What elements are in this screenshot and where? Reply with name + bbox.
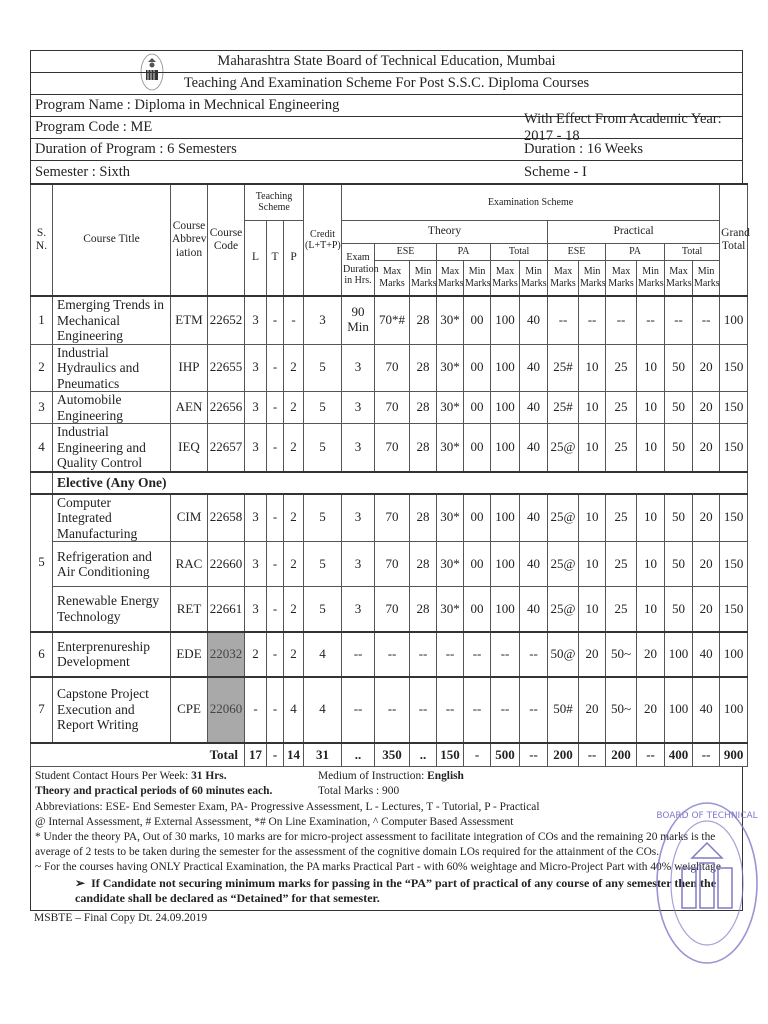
cell-l: 3	[245, 296, 267, 344]
cell-code: 22656	[208, 392, 245, 424]
header-title: Course Title	[53, 184, 171, 296]
total-th-pa-min: -	[464, 743, 491, 767]
cell-pr-pa-max: --	[606, 296, 637, 344]
medium-value: English	[427, 770, 464, 783]
cell-th-pa-min: --	[464, 677, 491, 743]
periods-note: Theory and practical periods of 60 minutes each.	[35, 785, 273, 798]
cell-code: 22657	[208, 424, 245, 472]
cell-th-total-min: 40	[520, 542, 548, 587]
cell-t: -	[267, 424, 284, 472]
header-exam-scheme: Examination Scheme	[342, 184, 720, 220]
cell-p: 2	[284, 424, 304, 472]
cell-th-total-max: 100	[491, 296, 520, 344]
cell-pr-pa-max: 50~	[606, 677, 637, 743]
table-row	[31, 587, 748, 632]
cell-credit: 5	[304, 424, 342, 472]
total-label: Total	[31, 743, 245, 767]
cell-pr-ese-min: --	[579, 296, 606, 344]
cell-p: 2	[284, 494, 304, 542]
pa-note: * Under the theory PA, Out of 30 marks, 10 marks are for micro-project assessment to facilitate integration of COs and the remaining 20 marks is the average of 2 tests to be taken during the semester for the assessment of the cognitive domain LOs required for the attainment of the COs.	[35, 831, 716, 859]
cell-pr-pa-min: 10	[637, 587, 665, 632]
detained-note-text: If Candidate not securing minimum marks for passing in the “PA” part of practical of any course of any semester then the candidate shall be declared as “Detained” for that semester.	[75, 875, 717, 905]
cell-duration: 3	[342, 587, 375, 632]
header-p: P	[284, 220, 304, 296]
cell-pr-pa-min: --	[637, 296, 665, 344]
header-min: Min Marks	[464, 260, 491, 296]
cell-th-total-min: 40	[520, 494, 548, 542]
cell-credit: 5	[304, 392, 342, 424]
header-max: Max Marks	[606, 260, 637, 296]
total-p: 14	[284, 743, 304, 767]
notes-section	[30, 767, 743, 911]
cell-th-pa-min: 00	[464, 392, 491, 424]
table-row	[31, 344, 748, 392]
cell-th-total-max: 100	[491, 392, 520, 424]
cell-sn: 5	[31, 494, 53, 632]
header-abbr: Course Abbrev iation	[171, 184, 208, 296]
cell-th-total-min: 40	[520, 392, 548, 424]
scheme-table	[30, 183, 748, 767]
cell-grand-total: 150	[720, 344, 748, 392]
cell-th-pa-min: 00	[464, 542, 491, 587]
cell-pr-ese-max: 50#	[548, 677, 579, 743]
total-th-total-max: 500	[491, 743, 520, 767]
cell-th-pa-max: 30*	[437, 587, 464, 632]
cell-pr-ese-min: 10	[579, 424, 606, 472]
cell-pr-total-min: 40	[693, 632, 720, 677]
cell-pr-total-max: 50	[665, 494, 693, 542]
cell-pr-pa-min: 10	[637, 424, 665, 472]
cell-abbr: EDE	[171, 632, 208, 677]
header-credit: Credit (L+T+P)	[304, 184, 342, 296]
contact-hours-label: Student Contact Hours Per Week:	[35, 770, 192, 783]
total-th-total-min: --	[520, 743, 548, 767]
cell-duration: 3	[342, 392, 375, 424]
cell-th-pa-max: 30*	[437, 344, 464, 392]
cell-t: -	[267, 494, 284, 542]
cell-sn: 7	[31, 677, 53, 743]
cell-th-pa-min: 00	[464, 494, 491, 542]
table-row	[31, 296, 748, 344]
total-grand: 900	[720, 743, 748, 767]
cell-grand-total: 150	[720, 494, 748, 542]
cell-abbr: RAC	[171, 542, 208, 587]
cell-title: Computer Integrated Manufacturing	[53, 494, 171, 542]
cell-pr-ese-max: 25#	[548, 344, 579, 392]
header-code: Course Code	[208, 184, 245, 296]
header-exam-duration: Exam Duration in Hrs.	[342, 243, 375, 296]
cell-duration: 3	[342, 424, 375, 472]
practical-note: ~ For the courses having ONLY Practical Examination, the PA marks Practical Part - with 60% weightage and Micro-Project Part with 40% weightage	[35, 861, 721, 874]
cell-th-pa-max: 30*	[437, 494, 464, 542]
header-max: Max Marks	[491, 260, 520, 296]
cell-pr-total-min: 20	[693, 542, 720, 587]
total-pr-pa-min: --	[637, 743, 665, 767]
cell-pr-pa-min: 10	[637, 542, 665, 587]
cell-title: Refrigeration and Air Conditioning	[53, 542, 171, 587]
cell-pr-ese-max: 50@	[548, 632, 579, 677]
cell-abbr: ETM	[171, 296, 208, 344]
cell-pr-ese-max: 25#	[548, 392, 579, 424]
program-code: Program Code : ME	[35, 119, 153, 135]
header-min: Min Marks	[693, 260, 720, 296]
cell-pr-pa-min: 20	[637, 632, 665, 677]
header-grand-total: Grand Total	[720, 184, 748, 296]
cell-title: Enterprenureship Development	[53, 632, 171, 677]
cell-p: 2	[284, 392, 304, 424]
cell-duration: 3	[342, 344, 375, 392]
cell-th-total-min: --	[520, 677, 548, 743]
cell-pr-ese-max: 25@	[548, 542, 579, 587]
program-name: Program Name : Diploma in Mechnical Engineering	[35, 97, 340, 113]
header-pr-total: Total	[665, 243, 720, 260]
cell-th-ese-min: --	[410, 632, 437, 677]
cell-pr-total-max: 50	[665, 392, 693, 424]
cell-title: Industrial Hydraulics and Pneumatics	[53, 344, 171, 392]
cell-abbr: IEQ	[171, 424, 208, 472]
total-pr-pa-max: 200	[606, 743, 637, 767]
document-header	[30, 50, 743, 183]
cell-th-total-max: 100	[491, 424, 520, 472]
cell-th-total-min: 40	[520, 587, 548, 632]
cell-duration: --	[342, 632, 375, 677]
cell-l: 3	[245, 494, 267, 542]
cell-th-pa-max: 30*	[437, 392, 464, 424]
cell-sn: 6	[31, 632, 53, 677]
cell-th-ese-max: 70	[375, 587, 410, 632]
total-marks: Total Marks : 900	[318, 785, 400, 798]
header-min: Min Marks	[520, 260, 548, 296]
semester-row	[31, 161, 742, 183]
header-teaching: Teaching Scheme	[245, 184, 304, 220]
abbreviations-note: Abbreviations: ESE- End Semester Exam, PA- Progressive Assessment, L - Lectures, T - Tutorial, P - Practical	[35, 800, 540, 813]
cell-th-ese-min: --	[410, 677, 437, 743]
cell-th-total-min: 40	[520, 424, 548, 472]
header-min: Min Marks	[637, 260, 665, 296]
cell-t: -	[267, 542, 284, 587]
cell-pr-ese-min: 10	[579, 344, 606, 392]
header-max: Max Marks	[375, 260, 410, 296]
cell-pr-pa-max: 25	[606, 392, 637, 424]
cell-abbr: CIM	[171, 494, 208, 542]
symbols-note: @ Internal Assessment, # External Assessment, *# On Line Examination, ^ Computer Based Assessment	[35, 815, 514, 828]
detained-note	[35, 876, 738, 906]
cell-pr-ese-max: 25@	[548, 587, 579, 632]
cell-pr-total-max: 50	[665, 542, 693, 587]
cell-pr-total-min: 20	[693, 494, 720, 542]
cell-t: -	[267, 677, 284, 743]
total-row	[31, 743, 748, 767]
header-sn: S. N.	[31, 184, 53, 296]
cell-th-ese-min: 28	[410, 392, 437, 424]
cell-th-total-min: 40	[520, 344, 548, 392]
cell-pr-total-max: 100	[665, 632, 693, 677]
cell-th-total-max: --	[491, 632, 520, 677]
official-seal-stamp-icon	[652, 798, 762, 968]
contact-row	[35, 769, 738, 784]
total-th-pa-max: 150	[437, 743, 464, 767]
cell-th-ese-max: 70*#	[375, 296, 410, 344]
cell-pr-ese-min: 10	[579, 587, 606, 632]
cell-pr-pa-min: 10	[637, 494, 665, 542]
elective-label: Elective (Any One)	[53, 472, 748, 494]
cell-credit: 5	[304, 494, 342, 542]
cell-credit: 5	[304, 542, 342, 587]
table-row	[31, 424, 748, 472]
cell-sn: 3	[31, 392, 53, 424]
cell-grand-total: 100	[720, 677, 748, 743]
cell-l: 3	[245, 344, 267, 392]
cell-code: 22661	[208, 587, 245, 632]
cell-pr-ese-min: 20	[579, 677, 606, 743]
cell-th-total-min: 40	[520, 296, 548, 344]
cell-pr-total-min: --	[693, 296, 720, 344]
semester: Semester : Sixth	[35, 163, 131, 180]
cell-pr-ese-max: 25@	[548, 494, 579, 542]
cell-pr-ese-min: 10	[579, 542, 606, 587]
cell-th-ese-min: 28	[410, 296, 437, 344]
total-th-ese-max: 350	[375, 743, 410, 767]
total-credit: 31	[304, 743, 342, 767]
cell-abbr: AEN	[171, 392, 208, 424]
cell-th-total-max: --	[491, 677, 520, 743]
cell-credit: 3	[304, 296, 342, 344]
cell-grand-total: 150	[720, 587, 748, 632]
header-min: Min Marks	[579, 260, 606, 296]
cell-th-pa-min: 00	[464, 424, 491, 472]
total-pr-ese-min: --	[579, 743, 606, 767]
header-min: Min Marks	[410, 260, 437, 296]
cell-abbr: RET	[171, 587, 208, 632]
cell-pr-pa-max: 25	[606, 494, 637, 542]
cell-grand-total: 100	[720, 632, 748, 677]
cell-pr-pa-max: 50~	[606, 632, 637, 677]
cell-pr-total-max: 50	[665, 344, 693, 392]
cell-duration: 90 Min	[342, 296, 375, 344]
cell-th-pa-max: 30*	[437, 424, 464, 472]
cell-th-ese-min: 28	[410, 542, 437, 587]
cell-abbr: IHP	[171, 344, 208, 392]
cell-th-ese-max: 70	[375, 344, 410, 392]
cell-pr-pa-max: 25	[606, 424, 637, 472]
header-l: L	[245, 220, 267, 296]
cell-code: 22652	[208, 296, 245, 344]
cell-pr-total-min: 20	[693, 344, 720, 392]
cell-th-total-max: 100	[491, 587, 520, 632]
cell-th-ese-min: 28	[410, 587, 437, 632]
duration-row	[31, 139, 742, 161]
program-code-row	[31, 110, 742, 144]
cell-code: 22032	[208, 632, 245, 677]
cell-t: -	[267, 344, 284, 392]
cell-th-pa-min: --	[464, 632, 491, 677]
cell-l: 3	[245, 587, 267, 632]
medium-label: Medium of Instruction:	[318, 770, 428, 783]
cell-t: -	[267, 632, 284, 677]
header-pr-ese: ESE	[548, 243, 606, 260]
cell-th-pa-max: --	[437, 677, 464, 743]
total-pr-total-max: 400	[665, 743, 693, 767]
cell-title: Industrial Engineering and Quality Control	[53, 424, 171, 472]
cell-l: 3	[245, 392, 267, 424]
cell-grand-total: 150	[720, 424, 748, 472]
total-duration: ..	[342, 743, 375, 767]
cell-l: -	[245, 677, 267, 743]
footer-copy-date: MSBTE – Final Copy Dt. 24.09.2019	[34, 912, 208, 925]
cell-sn: 2	[31, 344, 53, 392]
cell-credit: 4	[304, 677, 342, 743]
cell-code: 22655	[208, 344, 245, 392]
cell-pr-total-min: 40	[693, 677, 720, 743]
cell-th-total-min: --	[520, 632, 548, 677]
cell-th-ese-max: 70	[375, 424, 410, 472]
cell-grand-total: 150	[720, 392, 748, 424]
cell-th-ese-min: 28	[410, 494, 437, 542]
elective-sn-blank	[31, 472, 53, 494]
header-pr-pa: PA	[606, 243, 665, 260]
cell-p: 2	[284, 587, 304, 632]
cell-sn: 4	[31, 424, 53, 472]
cell-th-ese-max: --	[375, 677, 410, 743]
header-theory: Theory	[342, 220, 548, 243]
cell-duration: --	[342, 677, 375, 743]
elective-row	[31, 472, 748, 494]
cell-grand-total: 150	[720, 542, 748, 587]
cell-l: 3	[245, 542, 267, 587]
cell-pr-pa-min: 10	[637, 344, 665, 392]
cell-l: 3	[245, 424, 267, 472]
cell-title: Emerging Trends in Mechanical Engineering	[53, 296, 171, 344]
total-t: -	[267, 743, 284, 767]
arrow-bullet-icon: ➢	[75, 875, 92, 890]
total-l: 17	[245, 743, 267, 767]
scheme-document	[30, 50, 750, 925]
cell-credit: 4	[304, 632, 342, 677]
cell-pr-pa-max: 25	[606, 542, 637, 587]
cell-pr-total-max: 100	[665, 677, 693, 743]
cell-credit: 5	[304, 587, 342, 632]
cell-th-pa-max: 30*	[437, 542, 464, 587]
total-pr-ese-max: 200	[548, 743, 579, 767]
cell-pr-ese-min: 10	[579, 494, 606, 542]
board-name: Maharashtra State Board of Technical Education, Mumbai	[31, 51, 742, 73]
cell-code: 22060	[208, 677, 245, 743]
cell-duration: 3	[342, 542, 375, 587]
cell-th-total-max: 100	[491, 344, 520, 392]
cell-th-pa-max: 30*	[437, 296, 464, 344]
scheme-name: Scheme - I	[524, 163, 587, 180]
cell-th-ese-max: --	[375, 632, 410, 677]
cell-l: 2	[245, 632, 267, 677]
cell-pr-total-max: 50	[665, 424, 693, 472]
cell-th-pa-max: --	[437, 632, 464, 677]
cell-th-pa-min: 00	[464, 296, 491, 344]
cell-p: 4	[284, 677, 304, 743]
cell-code: 22660	[208, 542, 245, 587]
cell-p: 2	[284, 632, 304, 677]
header-max: Max Marks	[548, 260, 579, 296]
total-pr-total-min: --	[693, 743, 720, 767]
header-th-total: Total	[491, 243, 548, 260]
cell-t: -	[267, 296, 284, 344]
cell-p: 2	[284, 344, 304, 392]
program-duration: Duration of Program : 6 Semesters	[35, 141, 237, 157]
cell-pr-pa-max: 25	[606, 344, 637, 392]
cell-pr-ese-min: 10	[579, 392, 606, 424]
header-th-pa: PA	[437, 243, 491, 260]
total-th-ese-min: ..	[410, 743, 437, 767]
cell-th-pa-min: 00	[464, 587, 491, 632]
table-row	[31, 392, 748, 424]
cell-t: -	[267, 587, 284, 632]
cell-code: 22658	[208, 494, 245, 542]
cell-th-total-max: 100	[491, 542, 520, 587]
cell-th-ese-min: 28	[410, 344, 437, 392]
cell-p: -	[284, 296, 304, 344]
header-th-ese: ESE	[375, 243, 437, 260]
contact-hours-value: 31 Hrs.	[191, 770, 227, 783]
periods-row	[35, 784, 738, 799]
cell-grand-total: 100	[720, 296, 748, 344]
header-t: T	[267, 220, 284, 296]
cell-abbr: CPE	[171, 677, 208, 743]
cell-pr-ese-min: 20	[579, 632, 606, 677]
cell-duration: 3	[342, 494, 375, 542]
table-row	[31, 494, 748, 542]
cell-pr-ese-max: 25@	[548, 424, 579, 472]
cell-pr-pa-max: 25	[606, 587, 637, 632]
table-row	[31, 677, 748, 743]
cell-pr-total-min: 20	[693, 392, 720, 424]
cell-sn: 1	[31, 296, 53, 344]
cell-credit: 5	[304, 344, 342, 392]
cell-pr-total-max: --	[665, 296, 693, 344]
cell-pr-total-max: 50	[665, 587, 693, 632]
cell-p: 2	[284, 542, 304, 587]
cell-th-ese-min: 28	[410, 424, 437, 472]
cell-pr-pa-min: 20	[637, 677, 665, 743]
duration-weeks: Duration : 16 Weeks	[524, 141, 643, 157]
header-max: Max Marks	[437, 260, 464, 296]
cell-title: Automobile Engineering	[53, 392, 171, 424]
cell-pr-pa-min: 10	[637, 392, 665, 424]
cell-title: Capstone Project Execution and Report Writing	[53, 677, 171, 743]
cell-pr-total-min: 20	[693, 587, 720, 632]
cell-th-ese-max: 70	[375, 392, 410, 424]
cell-pr-total-min: 20	[693, 424, 720, 472]
cell-title: Renewable Energy Technology	[53, 587, 171, 632]
cell-th-total-max: 100	[491, 494, 520, 542]
table-row	[31, 542, 748, 587]
header-max: Max Marks	[665, 260, 693, 296]
svg-text:BOARD OF TECHNICAL: BOARD OF TECHNICAL	[656, 811, 758, 821]
header-practical: Practical	[548, 220, 720, 243]
table-row	[31, 632, 748, 677]
cell-t: -	[267, 392, 284, 424]
effective-year: With Effect From Academic Year: 2017 - 18	[524, 110, 722, 144]
cell-th-ese-max: 70	[375, 494, 410, 542]
scheme-title: Teaching And Examination Scheme For Post S.S.C. Diploma Courses	[31, 73, 742, 95]
cell-th-pa-min: 00	[464, 344, 491, 392]
cell-th-ese-max: 70	[375, 542, 410, 587]
cell-pr-ese-max: --	[548, 296, 579, 344]
